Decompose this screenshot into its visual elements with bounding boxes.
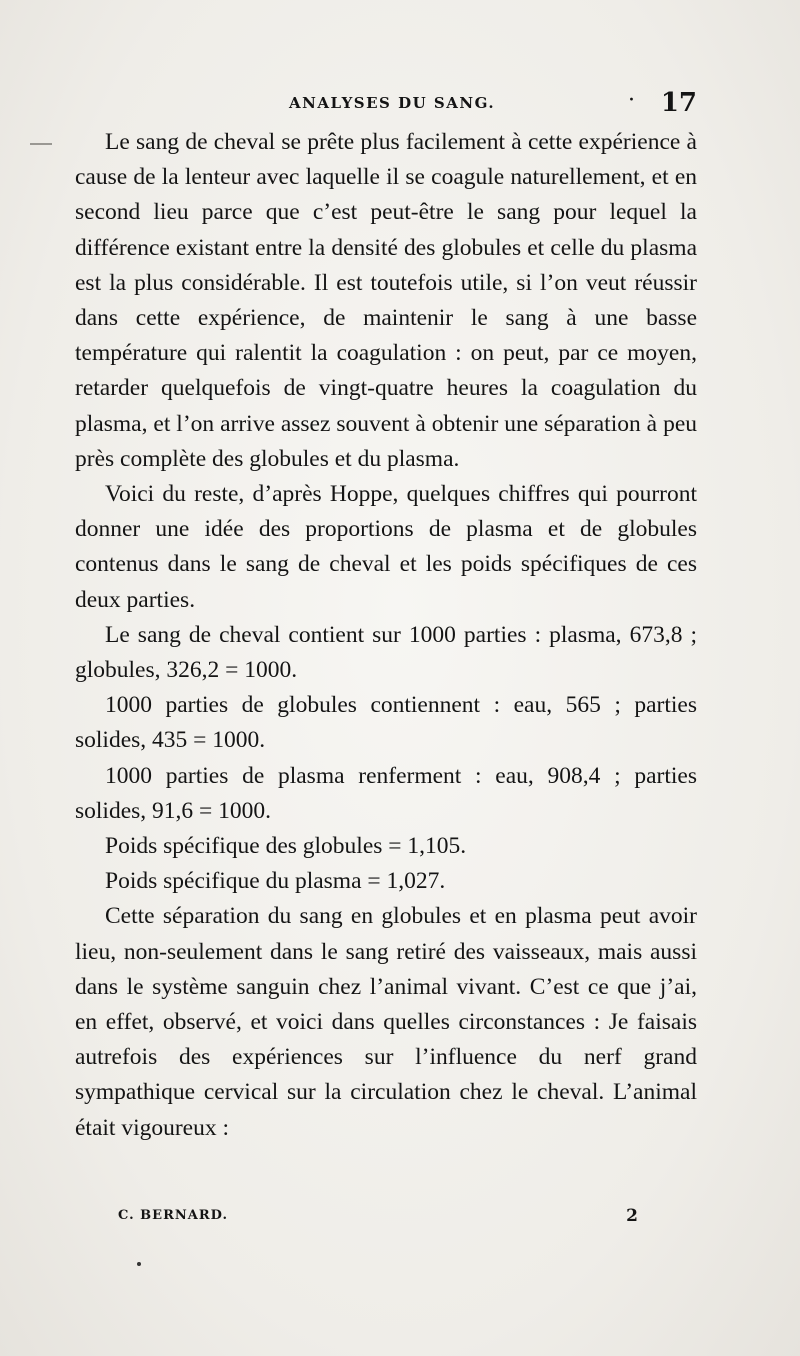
running-head-dot: · [628, 88, 635, 113]
paragraph: Le sang de cheval se prête plus facilement à cette expérience à cause de la lenteur avec laquelle il se coagule naturellement, et en second lieu parce que c’est peut-être le sang pour lequel la différence existant entre la densité des globules et celle du plasma est la plus considérable. Il est toutefois utile, si l’on veut réussir dans cette expérience, de maintenir le sang à une basse température qui ralentit la coagulation : on peut, par ce moyen, retarder quelquefois de vingt-quatre heures la coagulation du plasma, et l’on arrive assez souvent à obtenir une séparation à peu près complète des globules et du plasma. [75, 129, 697, 472]
margin-mark [30, 143, 52, 145]
signature-line [118, 1208, 638, 1232]
page-number: 17 [660, 88, 697, 118]
paragraph: 1000 parties de plasma renferment : eau, 908,4 ; parties solides, 91,6 = 1000. [75, 762, 697, 824]
ink-speck [137, 1262, 141, 1266]
paragraph: Poids spécifique des globules = 1,105. [105, 833, 467, 860]
paragraph: Poids spécifique du plasma = 1,027. [105, 868, 446, 895]
signature-mark: C. BERNARD. [118, 1208, 228, 1223]
paragraph: Le sang de cheval contient sur 1000 parties : plasma, 673,8 ; globules, 326,2 = 1000. [75, 621, 697, 684]
body-text [75, 125, 697, 1146]
running-head [75, 88, 697, 118]
paragraph: 1000 parties de globules contiennent : eau, 565 ; parties solides, 435 = 1000. [75, 692, 697, 754]
paragraph: Cette séparation du sang en globules et en plasma peut avoir lieu, non-seulement dans le sang retiré des vaisseaux, mais aussi dans le système sanguin chez l’animal vivant. C’est ce que j’ai, en effet, observé, et voici dans quelles circonstances : Je faisais autrefois des expériences sur l’influence du nerf grand sympathique cervical sur la circulation chez le cheval. L’animal était vigoureux : [75, 903, 697, 1141]
signature-number: 2 [626, 1206, 638, 1226]
running-title: ANALYSES DU SANG. [289, 94, 496, 112]
paragraph: Voici du reste, d’après Hoppe, quelques chiffres qui pourront donner une idée des proportions de plasma et de globules contenus dans le sang de cheval et les poids spécifiques de ces deux parties. [75, 481, 697, 613]
